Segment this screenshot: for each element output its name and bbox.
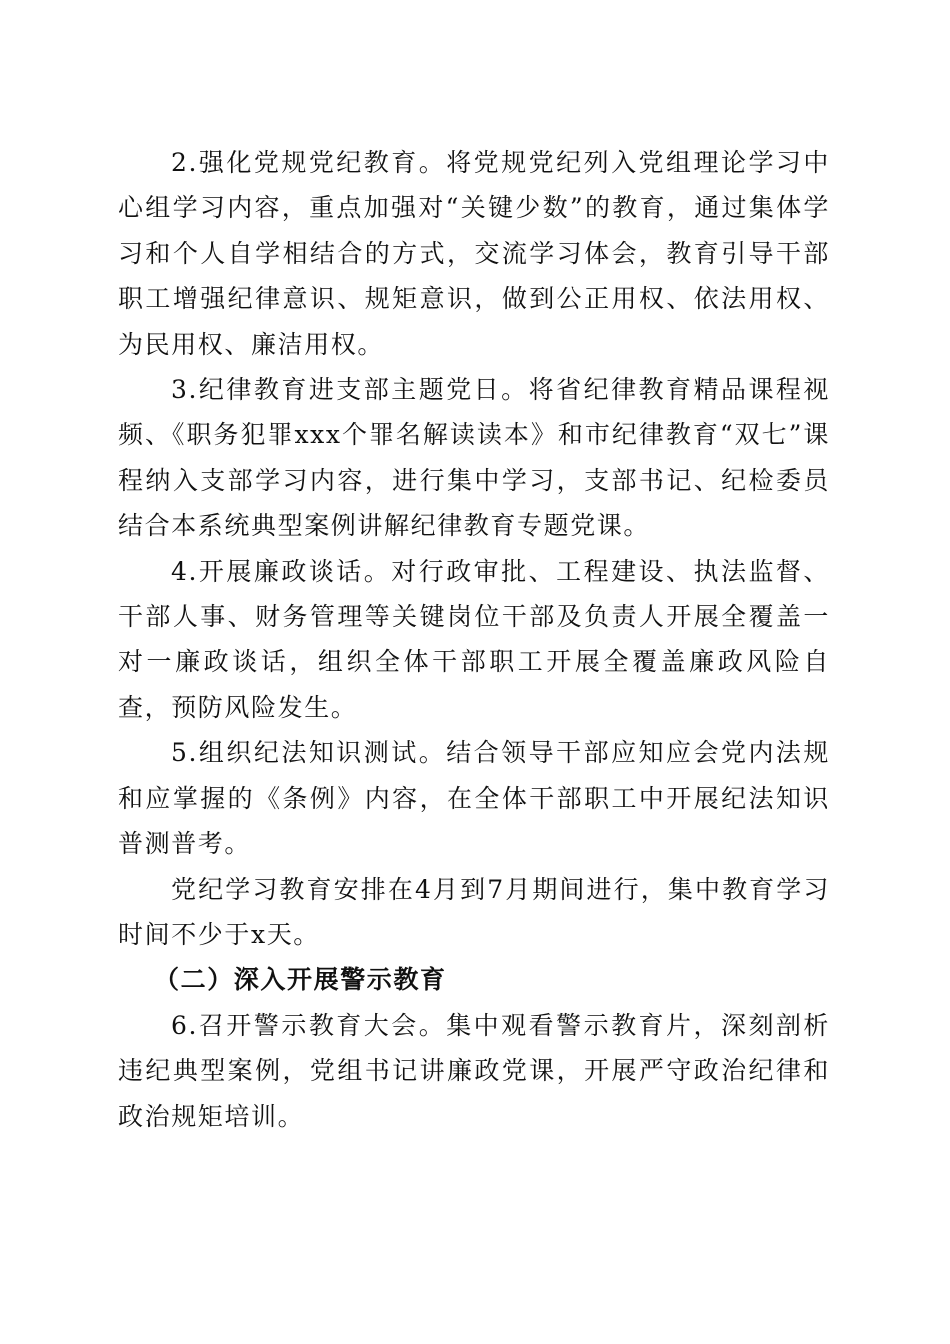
paragraph-schedule: 党纪学习教育安排在4月到7月期间进行，集中教育学习时间不少于x天。: [118, 874, 830, 949]
section-heading-warning-education: （二）深入开展警示教育: [154, 965, 447, 995]
paragraph-law-knowledge-test: 5.组织纪法知识测试。结合领导干部应知应会党内法规和应掌握的《条例》内容，在全体干部职工中开展纪法知识普测普考。: [118, 738, 830, 859]
paragraph-discipline-education: 2.强化党规党纪教育。将党规党纪列入党组理论学习中心组学习内容，重点加强对“关键少数”的教育，通过集体学习和个人自学相结合的方式，交流学习体会，教育引导干部职工增强纪律意识、规矩意识，做到公正用权、依法用权、为民用权、廉洁用权。: [118, 148, 830, 359]
paragraph-warning-conference: 6.召开警示教育大会。集中观看警示教育片，深刻剖析违纪典型案例，党组书记讲廉政党课，开展严守政治纪律和政治规矩培训。: [118, 1010, 830, 1131]
paragraph-integrity-talks: 4.开展廉政谈话。对行政审批、工程建设、执法监督、干部人事、财务管理等关键岗位干部及负责人开展全覆盖一对一廉政谈话，组织全体干部职工开展全覆盖廉政风险自查，预防风险发生。: [118, 556, 830, 722]
paragraph-branch-theme-day: 3.纪律教育进支部主题党日。将省纪律教育精品课程视频、《职务犯罪xxx个罪名解读读本》和市纪律教育“双七”课程纳入支部学习内容，进行集中学习，支部书记、纪检委员结合本系统典型案例讲解纪律教育专题党课。: [118, 375, 830, 541]
document-body: [118, 140, 830, 1139]
